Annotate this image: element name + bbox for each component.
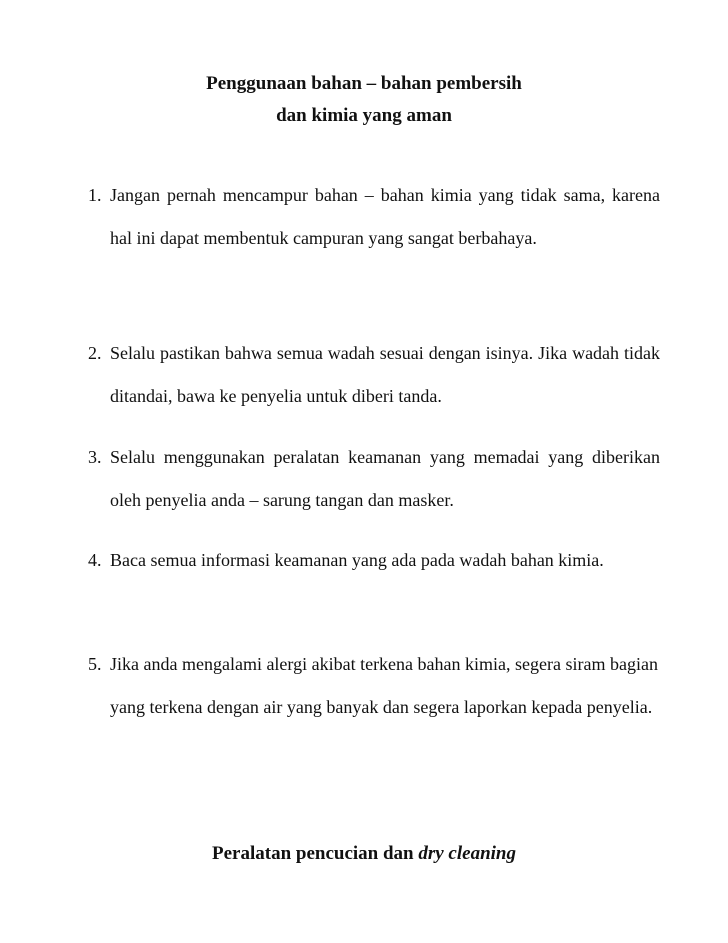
- list-item-text: Baca semua informasi keamanan yang ada pada wadah bahan kimia.: [110, 550, 604, 570]
- list-item-number: 3.: [88, 447, 102, 467]
- list-item: [88, 174, 660, 260]
- page-title: [0, 68, 728, 132]
- section-heading-regular: Peralatan pencucian dan: [211, 843, 419, 864]
- list-item-text: Selalu menggunakan peralatan keamanan yang memadai yang diberikan oleh penyelia anda – sarung tangan dan masker.: [110, 447, 660, 510]
- section-heading-italic: dry cleaning: [418, 843, 516, 864]
- list-item: [88, 436, 660, 522]
- list-item-number: 4.: [88, 550, 102, 570]
- list-item-number: 5.: [88, 654, 102, 674]
- list-item-number: 1.: [88, 185, 102, 205]
- list-item-text: Jika anda mengalami alergi akibat terkena bahan kimia, segera siram bagian yang terkena dengan air yang banyak dan segera laporkan kepada penyelia.: [110, 654, 658, 717]
- list-item-number: 2.: [88, 343, 102, 363]
- list-item: [88, 643, 660, 729]
- section-heading: [0, 838, 728, 870]
- list-item-text: Selalu pastikan bahwa semua wadah sesuai dengan isinya. Jika wadah tidak ditandai, bawa ke penyelia untuk diberi tanda.: [110, 343, 660, 406]
- title-line-1: Penggunaan bahan – bahan pembersih: [206, 73, 522, 94]
- list-item: [88, 332, 660, 418]
- list-item: [88, 539, 660, 582]
- title-line-2: dan kimia yang aman: [276, 105, 452, 126]
- list-item-text: Jangan pernah mencampur bahan – bahan kimia yang tidak sama, karena hal ini dapat membentuk campuran yang sangat berbahaya.: [110, 185, 660, 248]
